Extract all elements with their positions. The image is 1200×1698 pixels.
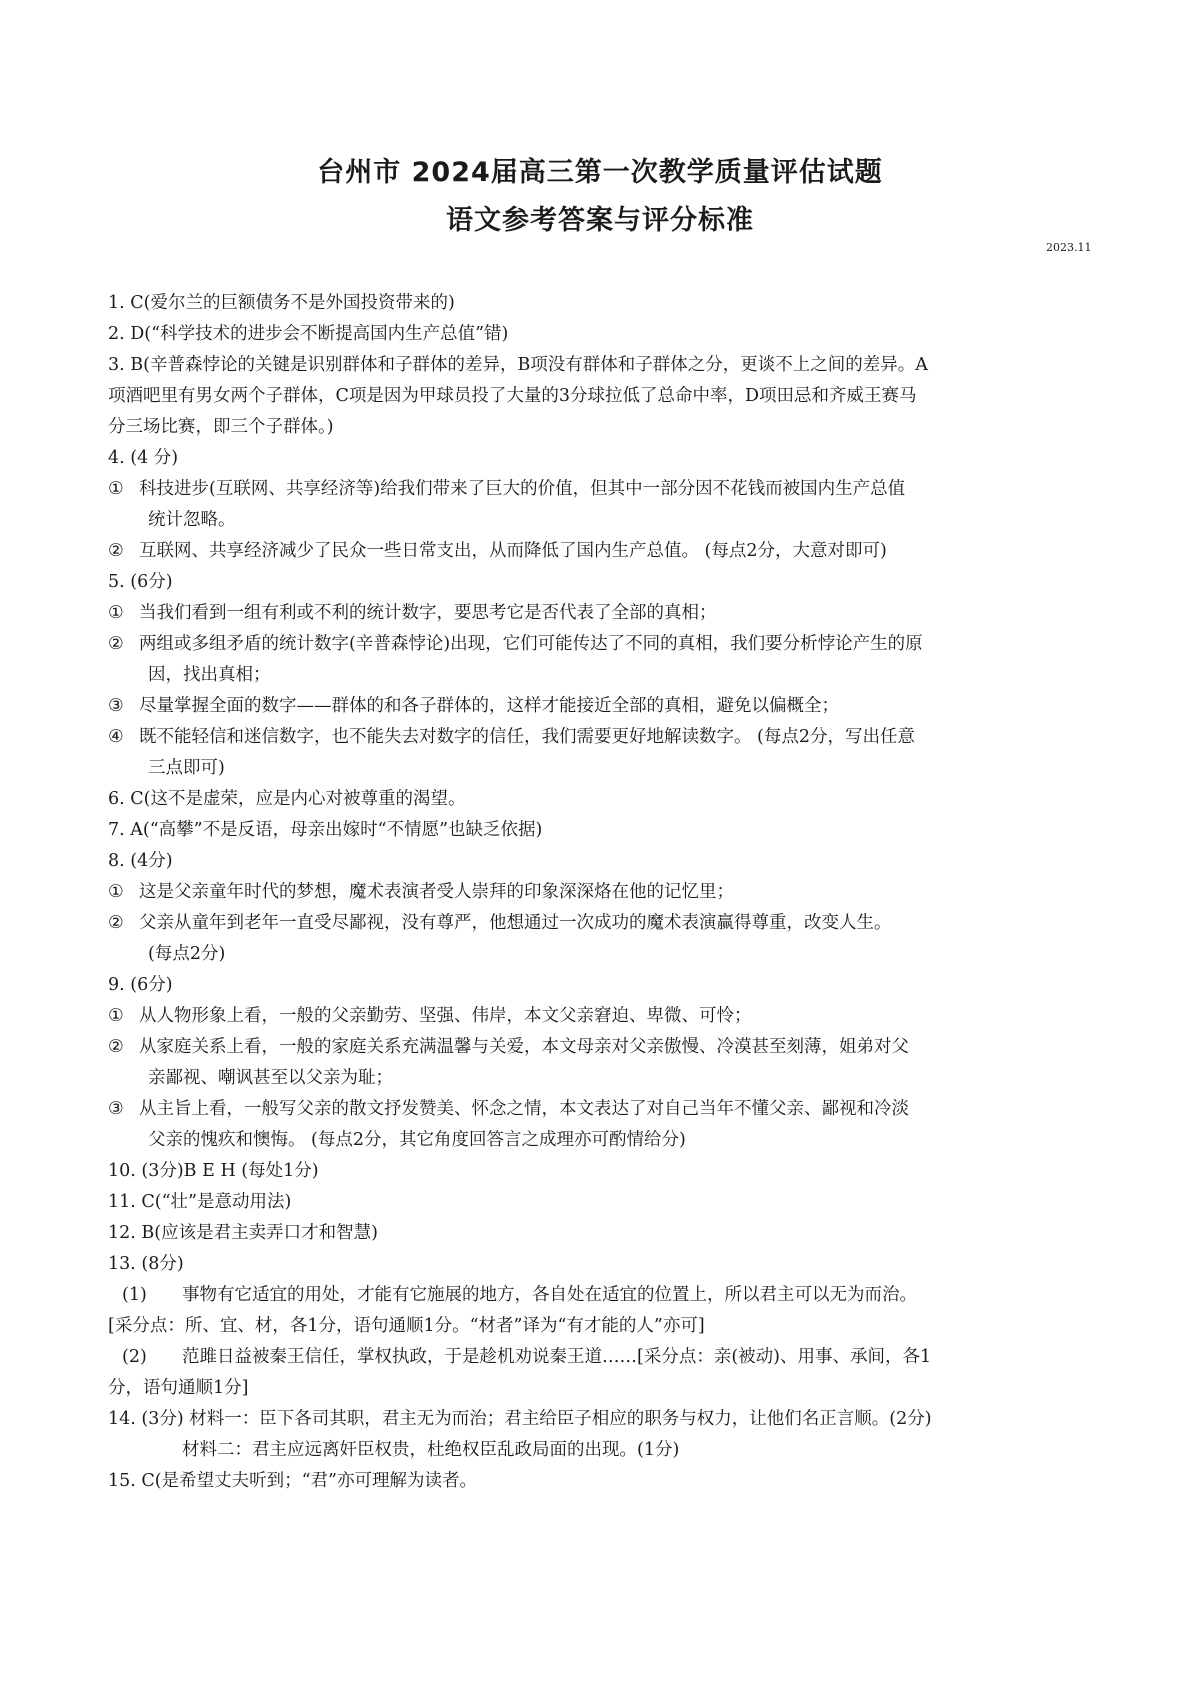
answer-q8-point2: [108, 908, 1098, 939]
point-text: 父亲从童年到老年一直受尽鄙视，没有尊严，他想通过一次成功的魔术表演赢得尊重，改变人生。: [139, 913, 892, 933]
point-marker: ②: [108, 634, 124, 654]
point-text: 既不能轻信和迷信数字，也不能失去对数字的信任，我们需要更好地解读数字。 (每点2分，写出任意: [139, 727, 916, 747]
document-date: 2023.11: [1046, 241, 1092, 254]
answer-q9-point3: [108, 1094, 1098, 1125]
point-text: 这是父亲童年时代的梦想，魔术表演者受人崇拜的印象深深烙在他的记忆里；: [139, 882, 734, 902]
answer-q6: 6. C(这不是虚荣，应是内心对被尊重的渴望。: [108, 789, 466, 809]
answer-q5-point2: [108, 629, 1098, 660]
answer-q1: 1. C(爱尔兰的巨额债务不是外国投资带来的): [108, 293, 455, 313]
answer-q5-point3: [108, 691, 1098, 722]
answer-q8-point2-cont: (每点2分): [148, 944, 226, 964]
answer-q13-item2-cont: 分，语句通顺1分]: [108, 1378, 249, 1398]
answer-q8-point1: [108, 877, 1098, 908]
point-text: 尽量掌握全面的数字——群体的和各子群体的，这样才能接近全部的真相，避免以偏概全；: [139, 696, 839, 716]
answer-q9-point3-cont: 父亲的愧疚和懊悔。 (每点2分，其它角度回答言之成理亦可酌情给分): [148, 1130, 686, 1150]
answer-q4-point1: [108, 474, 1098, 505]
point-text: 从家庭关系上看，一般的家庭关系充满温馨与关爱，本文母亲对父亲傲慢、冷漠甚至刻薄，姐弟对父: [139, 1037, 909, 1057]
page-subtitle: 语文参考答案与评分标准: [446, 205, 754, 236]
answer-q5-point1: [108, 598, 1098, 629]
answer-q15: 15. C(是希望丈夫听到；“君”亦可理解为读者。: [108, 1471, 478, 1491]
item-marker: (1): [122, 1285, 147, 1305]
answer-q5-point4: [108, 722, 1098, 753]
answer-q11: 11. C(“壮”是意动用法): [108, 1192, 292, 1212]
answer-q13-item1-cont: [采分点：所、宜、材，各1分，语句通顺1分。“材者”译为“有才能的人”亦可]: [108, 1316, 705, 1336]
answer-list: [108, 288, 1098, 1497]
answer-q14-line2: 材料二：君主应远离奸臣权贵，杜绝权臣乱政局面的出现。(1分): [182, 1440, 680, 1460]
answer-q8: 8. (4分): [108, 851, 173, 871]
point-marker: ②: [108, 541, 124, 561]
point-marker: ③: [108, 1099, 124, 1119]
answer-q9: 9. (6分): [108, 975, 173, 995]
answer-q9-point1: [108, 1001, 1098, 1032]
answer-q9-point2: [108, 1032, 1098, 1063]
answer-q3-line2: 项酒吧里有男女两个子群体，C项是因为甲球员投了大量的3分球拉低了总命中率，D项田忌和齐威王赛马: [108, 386, 917, 406]
item-text: 事物有它适宜的用处，才能有它施展的地方，各自处在适宜的位置上，所以君主可以无为而治。: [182, 1285, 917, 1305]
answer-q9-point2-cont: 亲鄙视、嘲讽甚至以父亲为耻；: [148, 1068, 393, 1088]
point-text: 互联网、共享经济减少了民众一些日常支出，从而降低了国内生产总值。 (每点2分，大意对即可): [139, 541, 887, 561]
point-text: 两组或多组矛盾的统计数字(辛普森悖论)出现，它们可能传达了不同的真相，我们要分析悖论产生的原: [139, 634, 923, 654]
answer-q12: 12. B(应该是君主卖弄口才和智慧): [108, 1223, 378, 1243]
point-marker: ①: [108, 603, 124, 623]
answer-q3-line1: 3. B(辛普森悖论的关键是识别群体和子群体的差异，B项没有群体和子群体之分，更谈不上之间的差异。A: [108, 355, 928, 375]
answer-q3-line3: 分三场比赛，即三个子群体。): [108, 417, 334, 437]
item-text: 范雎日益被秦王信任，掌权执政，于是趁机劝说秦王道……[采分点：亲(被动)、用事、承间，各1: [182, 1347, 932, 1367]
answer-q5-point2-cont: 因，找出真相；: [148, 665, 271, 685]
point-marker: ①: [108, 1006, 124, 1026]
answer-q4: 4. (4 分): [108, 448, 179, 468]
point-marker: ③: [108, 696, 124, 716]
item-marker: (2): [122, 1347, 147, 1367]
point-text: 当我们看到一组有利或不利的统计数字，要思考它是否代表了全部的真相；: [139, 603, 717, 623]
answer-q4-point1-cont: 统计忽略。: [148, 510, 236, 530]
answer-q4-point2: [108, 536, 1098, 567]
answer-q5-point4-cont: 三点即可): [148, 758, 225, 778]
answer-q5: 5. (6分): [108, 572, 173, 592]
page-title: 台州市 2024届高三第一次教学质量评估试题: [317, 157, 883, 188]
answer-q2: 2. D(“科学技术的进步会不断提高国内生产总值”错): [108, 324, 509, 344]
point-text: 从主旨上看，一般写父亲的散文抒发赞美、怀念之情，本文表达了对自己当年不懂父亲、鄙视和冷淡: [139, 1099, 909, 1119]
point-text: 从人物形象上看，一般的父亲勤劳、坚强、伟岸，本文父亲窘迫、卑微、可怜；: [139, 1006, 752, 1026]
answer-q13-item1: [108, 1280, 1098, 1311]
answer-q7: 7. A(“高攀”不是反语，母亲出嫁时“不情愿”也缺乏依据): [108, 820, 543, 840]
point-marker: ②: [108, 1037, 124, 1057]
point-marker: ①: [108, 479, 124, 499]
point-marker: ④: [108, 727, 124, 747]
answer-q13-item2: [108, 1342, 1098, 1373]
answer-q10: 10. (3分)B E H (每处1分): [108, 1161, 319, 1181]
point-marker: ①: [108, 882, 124, 902]
answer-q13: 13. (8分): [108, 1254, 184, 1274]
point-marker: ②: [108, 913, 124, 933]
answer-q14-line1: 14. (3分) 材料一：臣下各司其职，君主无为而治；君主给臣子相应的职务与权力，让他们名正言顺。(2分): [108, 1409, 932, 1429]
point-text: 科技进步(互联网、共享经济等)给我们带来了巨大的价值，但其中一部分因不花钱而被国内生产总值: [139, 479, 906, 499]
